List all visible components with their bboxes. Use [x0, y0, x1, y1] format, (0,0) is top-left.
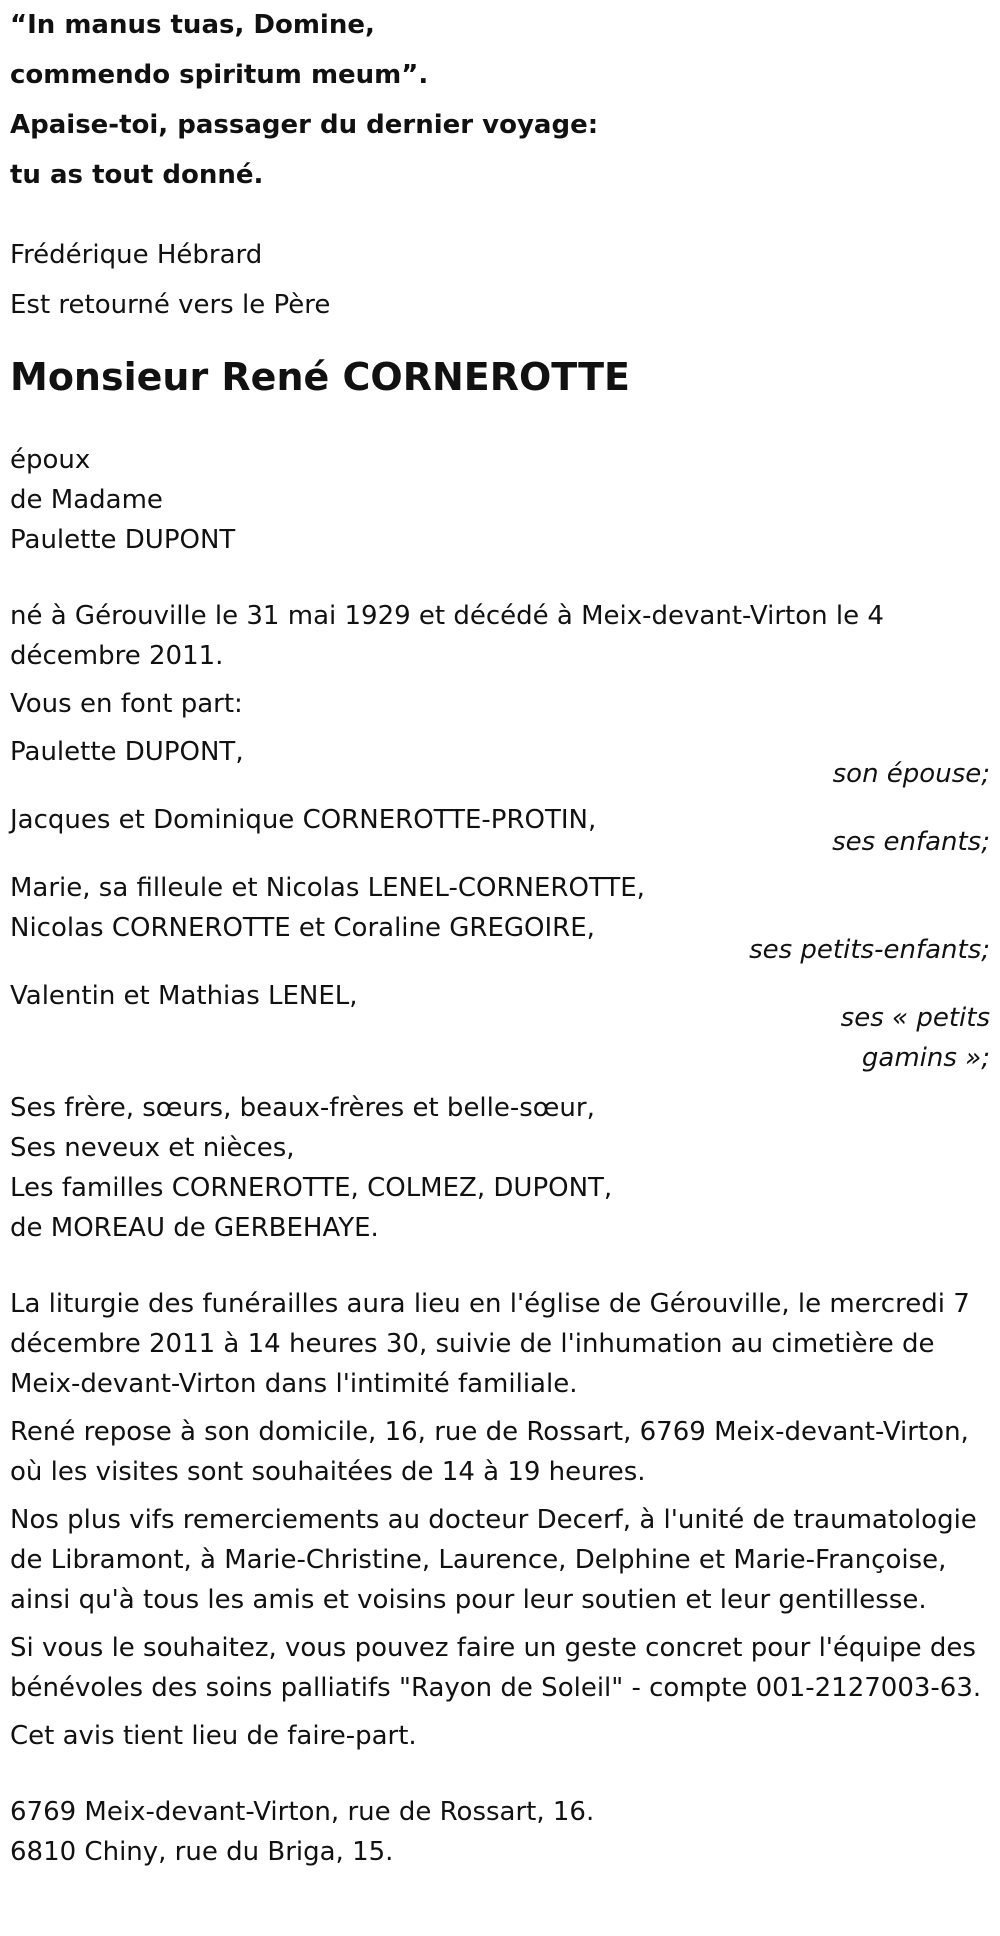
- family-role: son épouse;: [832, 759, 990, 789]
- donation-text: Si vous le souhaitez, vous pouvez faire un geste concret pour l'équipe des bénévoles des soins palliatifs "Rayon de Soleil" - compte 001-2127003-63.: [10, 1633, 982, 1703]
- family-entry: [10, 976, 1000, 1078]
- address-line: 6810 Chiny, rue du Briga, 15.: [10, 1837, 394, 1867]
- verse-line: tu as tout donné.: [10, 160, 264, 190]
- relatives-line: Ses frère, sœurs, beaux-frères et belle-sœur,: [10, 1093, 595, 1123]
- deceased-name: Monsieur René CORNEROTTE: [10, 355, 630, 399]
- relatives-block: [10, 1088, 1000, 1248]
- relatives-line: Ses neveux et nièces,: [10, 1133, 295, 1163]
- spouse-line: Paulette DUPONT: [10, 525, 236, 555]
- family-role: ses enfants;: [832, 827, 990, 857]
- family-entry: [10, 868, 1000, 970]
- family-names: Nicolas CORNEROTTE et Coraline GREGOIRE,: [10, 913, 595, 943]
- family-names: Marie, sa filleule et Nicolas LENEL-CORNEROTTE,: [10, 873, 645, 903]
- address-line: 6769 Meix-devant-Virton, rue de Rossart, 16.: [10, 1797, 595, 1827]
- family-names: Jacques et Dominique CORNEROTTE-PROTIN,: [10, 805, 597, 835]
- intro-text: Est retourné vers le Père: [10, 290, 331, 320]
- verse-line: Apaise-toi, passager du dernier voyage:: [10, 110, 599, 140]
- family-entry: [10, 800, 1000, 862]
- announce-text: Vous en font part:: [10, 689, 243, 719]
- birth-death-text: né à Gérouville le 31 mai 1929 et décédé à Meix-devant-Virton le 4 décembre 2011.: [10, 601, 884, 671]
- family-names: Valentin et Mathias LENEL,: [10, 981, 358, 1011]
- relatives-line: Les familles CORNEROTTE, COLMEZ, DUPONT,: [10, 1173, 613, 1203]
- addresses-block: [10, 1792, 1000, 1872]
- verse-line: “In manus tuas, Domine,: [10, 10, 375, 40]
- family-entry: [10, 732, 1000, 794]
- spouse-line: époux: [10, 445, 91, 475]
- family-names: Paulette DUPONT,: [10, 737, 244, 767]
- spouse-block: [10, 440, 1000, 560]
- epigraph-verse: [10, 0, 1000, 200]
- rest-text: René repose à son domicile, 16, rue de Rossart, 6769 Meix-devant-Virton, où les visites sont souhaitées de 14 à 19 heures.: [10, 1417, 969, 1487]
- verse-author: Frédérique Hébrard: [10, 240, 263, 270]
- relatives-line: de MOREAU de GERBEHAYE.: [10, 1213, 379, 1243]
- spouse-line: de Madame: [10, 485, 163, 515]
- family-role: ses petits-enfants;: [749, 935, 990, 965]
- family-role: ses « petits gamins »;: [840, 1003, 990, 1073]
- notice-text: Cet avis tient lieu de faire-part.: [10, 1721, 417, 1751]
- thanks-text: Nos plus vifs remerciements au docteur Decerf, à l'unité de traumatologie de Libramont, à Marie-Christine, Laurence, Delphine et Marie-Françoise, ainsi qu'à tous les amis et voisins pour leur soutien et leur gentillesse.: [10, 1505, 977, 1615]
- funeral-text: La liturgie des funérailles aura lieu en l'église de Gérouville, le mercredi 7 décembre 2011 à 14 heures 30, suivie de l'inhumation au cimetière de Meix-devant-Virton dans l'intimité familiale.: [10, 1289, 970, 1399]
- verse-line: commendo spiritum meum”.: [10, 60, 429, 90]
